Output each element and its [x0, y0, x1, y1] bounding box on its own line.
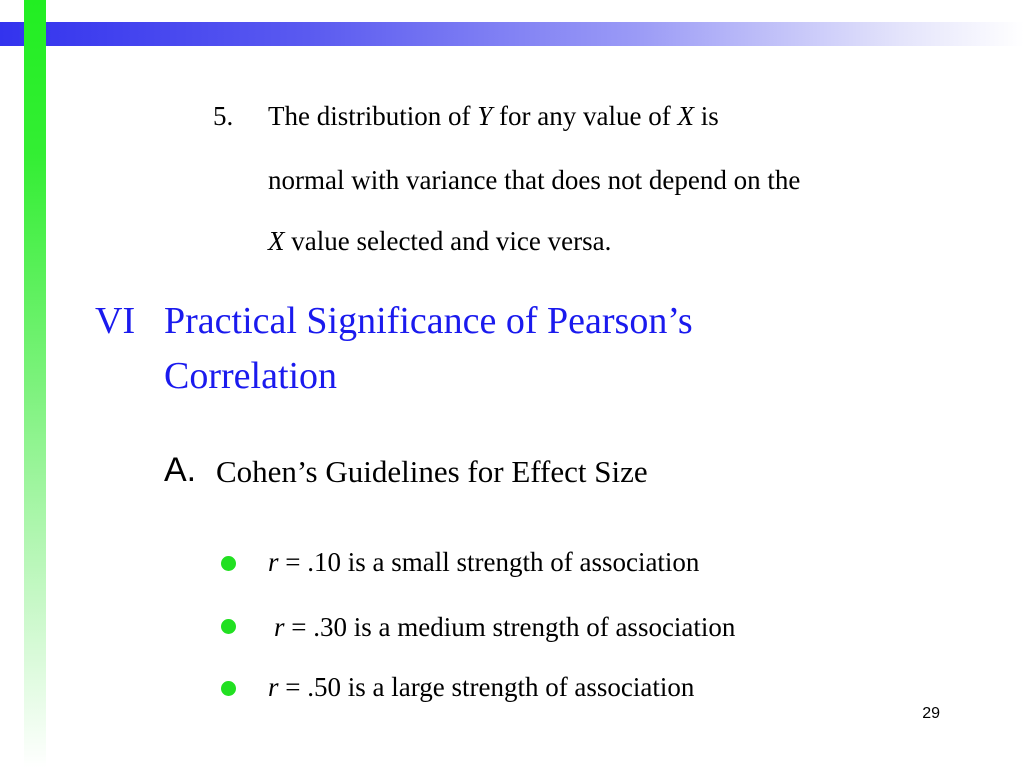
point5-line2: normal with variance that does not depend on the — [268, 165, 801, 195]
bullet-dot — [221, 619, 236, 634]
var-r: r — [274, 612, 285, 642]
section-numeral: VI — [95, 300, 136, 342]
point5-line1 — [268, 100, 719, 132]
bullet-text: = .30 is a medium strength of association — [284, 612, 736, 642]
bullet-text: = .10 is a small strength of association — [278, 547, 700, 577]
bullet-dot — [221, 681, 236, 696]
section-title-line2: Correlation — [164, 355, 338, 397]
list-item — [274, 611, 735, 643]
top-decorative-bar — [0, 22, 1024, 46]
page-number: 29 — [922, 705, 940, 722]
bullet-dot — [221, 556, 236, 571]
subsection-title: Cohen’s Guidelines for Effect Size — [216, 454, 648, 489]
list-item — [268, 671, 694, 703]
point5-line1-post: is — [693, 101, 719, 131]
list-number: 5. — [213, 101, 234, 131]
point5-line1-pre: The distribution of — [268, 101, 478, 131]
section-title-line1: Practical Significance of Pearson’s — [164, 300, 693, 342]
var-r: r — [268, 672, 279, 702]
subsection-letter: A. — [164, 451, 197, 489]
var-r: r — [268, 547, 279, 577]
list-item — [268, 546, 699, 578]
bullet-text: = .50 is a large strength of association — [278, 672, 695, 702]
var-x: X — [677, 101, 694, 131]
point5-line1-mid: for any value of — [492, 101, 678, 131]
point5-line3-post: value selected and vice versa. — [284, 226, 612, 256]
var-y: Y — [477, 101, 493, 131]
var-x: X — [268, 226, 285, 256]
point5-line3 — [268, 225, 611, 257]
left-decorative-bar — [24, 0, 46, 768]
